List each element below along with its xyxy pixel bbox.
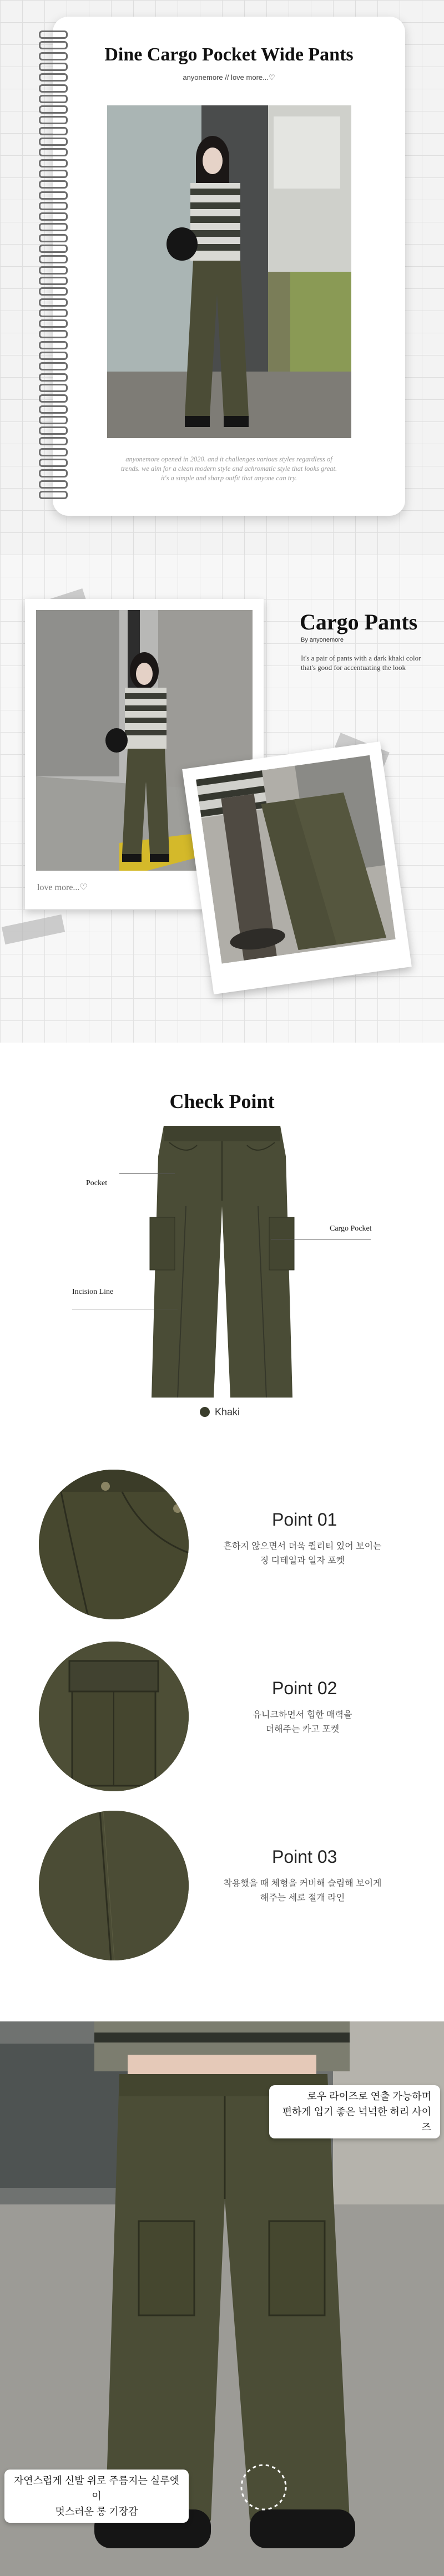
spiral-ring <box>39 95 68 103</box>
intro-section <box>0 0 444 555</box>
spiral-ring <box>39 148 68 156</box>
tip-length-line-1: 자연스럽게 신발 위로 주름지는 실루엣이 <box>13 2475 180 2502</box>
spiral-ring <box>39 330 68 338</box>
spiral-ring <box>39 384 68 392</box>
spiral-ring <box>39 84 68 93</box>
point-02-description <box>203 1708 402 1737</box>
notebook-card <box>53 17 405 516</box>
brand-description: anyonemore opened in 2020. and it challenges various styles regardless of trends. we aim for a clean modern style and achromatic style that looks great. it's a simple and sharp outfit that anyone can try. <box>120 455 337 482</box>
point-02-line-2: 더해주는 카고 포켓 <box>265 1725 340 1734</box>
point-02-title: Point 02 <box>272 1678 337 1698</box>
tip-waist-line-2: 편하게 입기 좋은 넉넉한 허리 사이즈 <box>282 2106 431 2133</box>
collage-title: Cargo Pants <box>300 609 418 634</box>
brand-tagline: anyonemore // love more...♡ <box>183 73 275 82</box>
spiral-ring <box>39 287 68 296</box>
spiral-ring <box>39 426 68 435</box>
model-section <box>0 2021 444 2576</box>
point-02-image <box>39 1642 189 1791</box>
spiral-ring <box>39 105 68 114</box>
spiral-ring <box>39 170 68 178</box>
spiral-ring <box>39 245 68 253</box>
point-01-line-1: 흔하지 않으면서 더욱 퀄리티 있어 보이는 <box>223 1542 382 1551</box>
color-label: Khaki <box>215 1406 240 1417</box>
callout-pocket-line <box>119 1173 175 1174</box>
spiral-ring <box>39 127 68 135</box>
collage-byline: By anyonemore <box>301 637 344 643</box>
spiral-ring <box>39 362 68 370</box>
point-01-detail-photo <box>39 1470 189 1619</box>
point-03-title: Point 03 <box>272 1847 337 1867</box>
spiral-ring <box>39 416 68 424</box>
check-point-title: Check Point <box>169 1090 275 1112</box>
spiral-binding <box>39 31 67 502</box>
spiral-ring <box>39 394 68 403</box>
spiral-ring <box>39 437 68 445</box>
detail-photo <box>196 755 396 964</box>
spiral-ring <box>39 138 68 146</box>
pants-flat-image <box>147 1123 297 1400</box>
intro-photo-image <box>107 105 351 438</box>
collage-description: It's a pair of pants with a dark khaki color that's good for accentuating the look <box>301 654 421 672</box>
spiral-ring <box>39 73 68 82</box>
point-01-image <box>39 1470 189 1619</box>
spiral-ring <box>39 180 68 189</box>
spiral-ring <box>39 373 68 382</box>
point-02-line-1: 유니크하면서 힙한 매력을 <box>253 1710 352 1720</box>
spiral-ring <box>39 266 68 275</box>
spiral-ring <box>39 469 68 477</box>
spiral-ring <box>39 234 68 242</box>
spiral-ring <box>39 319 68 328</box>
spiral-ring <box>39 159 68 167</box>
point-03-line-1: 착용했을 때 체형을 커버해 슬림해 보이게 <box>223 1879 382 1888</box>
spiral-ring <box>39 309 68 317</box>
detail-photo-image <box>196 755 396 964</box>
spiral-ring <box>39 202 68 210</box>
spiral-ring <box>39 448 68 456</box>
intro-photo <box>107 105 351 438</box>
callout-incision-line: Incision Line <box>72 1288 114 1296</box>
callout-pocket: Pocket <box>86 1179 108 1187</box>
spiral-ring <box>39 341 68 349</box>
tape-strip-3 <box>2 914 65 944</box>
polaroid-caption: love more...♡ <box>37 883 88 892</box>
point-03-description <box>203 1877 402 1906</box>
point-01-description <box>203 1539 402 1568</box>
product-title: Dine Cargo Pocket Wide Pants <box>104 44 354 65</box>
spiral-ring <box>39 298 68 307</box>
point-03-image <box>39 1811 189 1960</box>
spiral-ring <box>39 31 68 39</box>
color-swatch-khaki <box>200 1407 210 1417</box>
callout-cargo-pocket: Cargo Pocket <box>330 1225 372 1233</box>
spiral-ring <box>39 212 68 221</box>
point-01-title: Point 01 <box>272 1510 337 1530</box>
tip-waist-line-1: 로우 라이즈로 연출 가능하며 <box>307 2091 431 2102</box>
collage-section <box>0 555 444 1043</box>
spiral-ring <box>39 116 68 124</box>
tip-length-line-2: 멋스러운 롱 기장감 <box>55 2506 138 2517</box>
spiral-ring <box>39 459 68 467</box>
spiral-ring <box>39 63 68 71</box>
point-03-line-2: 해주는 세로 절개 라인 <box>260 1893 345 1903</box>
spiral-ring <box>39 191 68 200</box>
spiral-ring <box>39 41 68 49</box>
spiral-ring <box>39 223 68 231</box>
spiral-ring <box>39 480 68 489</box>
tip-bubble-waist <box>269 2085 440 2138</box>
spiral-ring <box>39 52 68 60</box>
spiral-ring <box>39 405 68 414</box>
point-02-detail-photo <box>39 1642 189 1791</box>
point-01-line-2: 징 디테일과 일자 포켓 <box>260 1556 345 1566</box>
tip-bubble-length <box>4 2470 189 2523</box>
point-03-detail-photo <box>39 1811 189 1960</box>
spiral-ring <box>39 255 68 263</box>
polaroid-detail <box>182 741 412 994</box>
spiral-ring <box>39 491 68 499</box>
spiral-ring <box>39 352 68 360</box>
spiral-ring <box>39 277 68 285</box>
